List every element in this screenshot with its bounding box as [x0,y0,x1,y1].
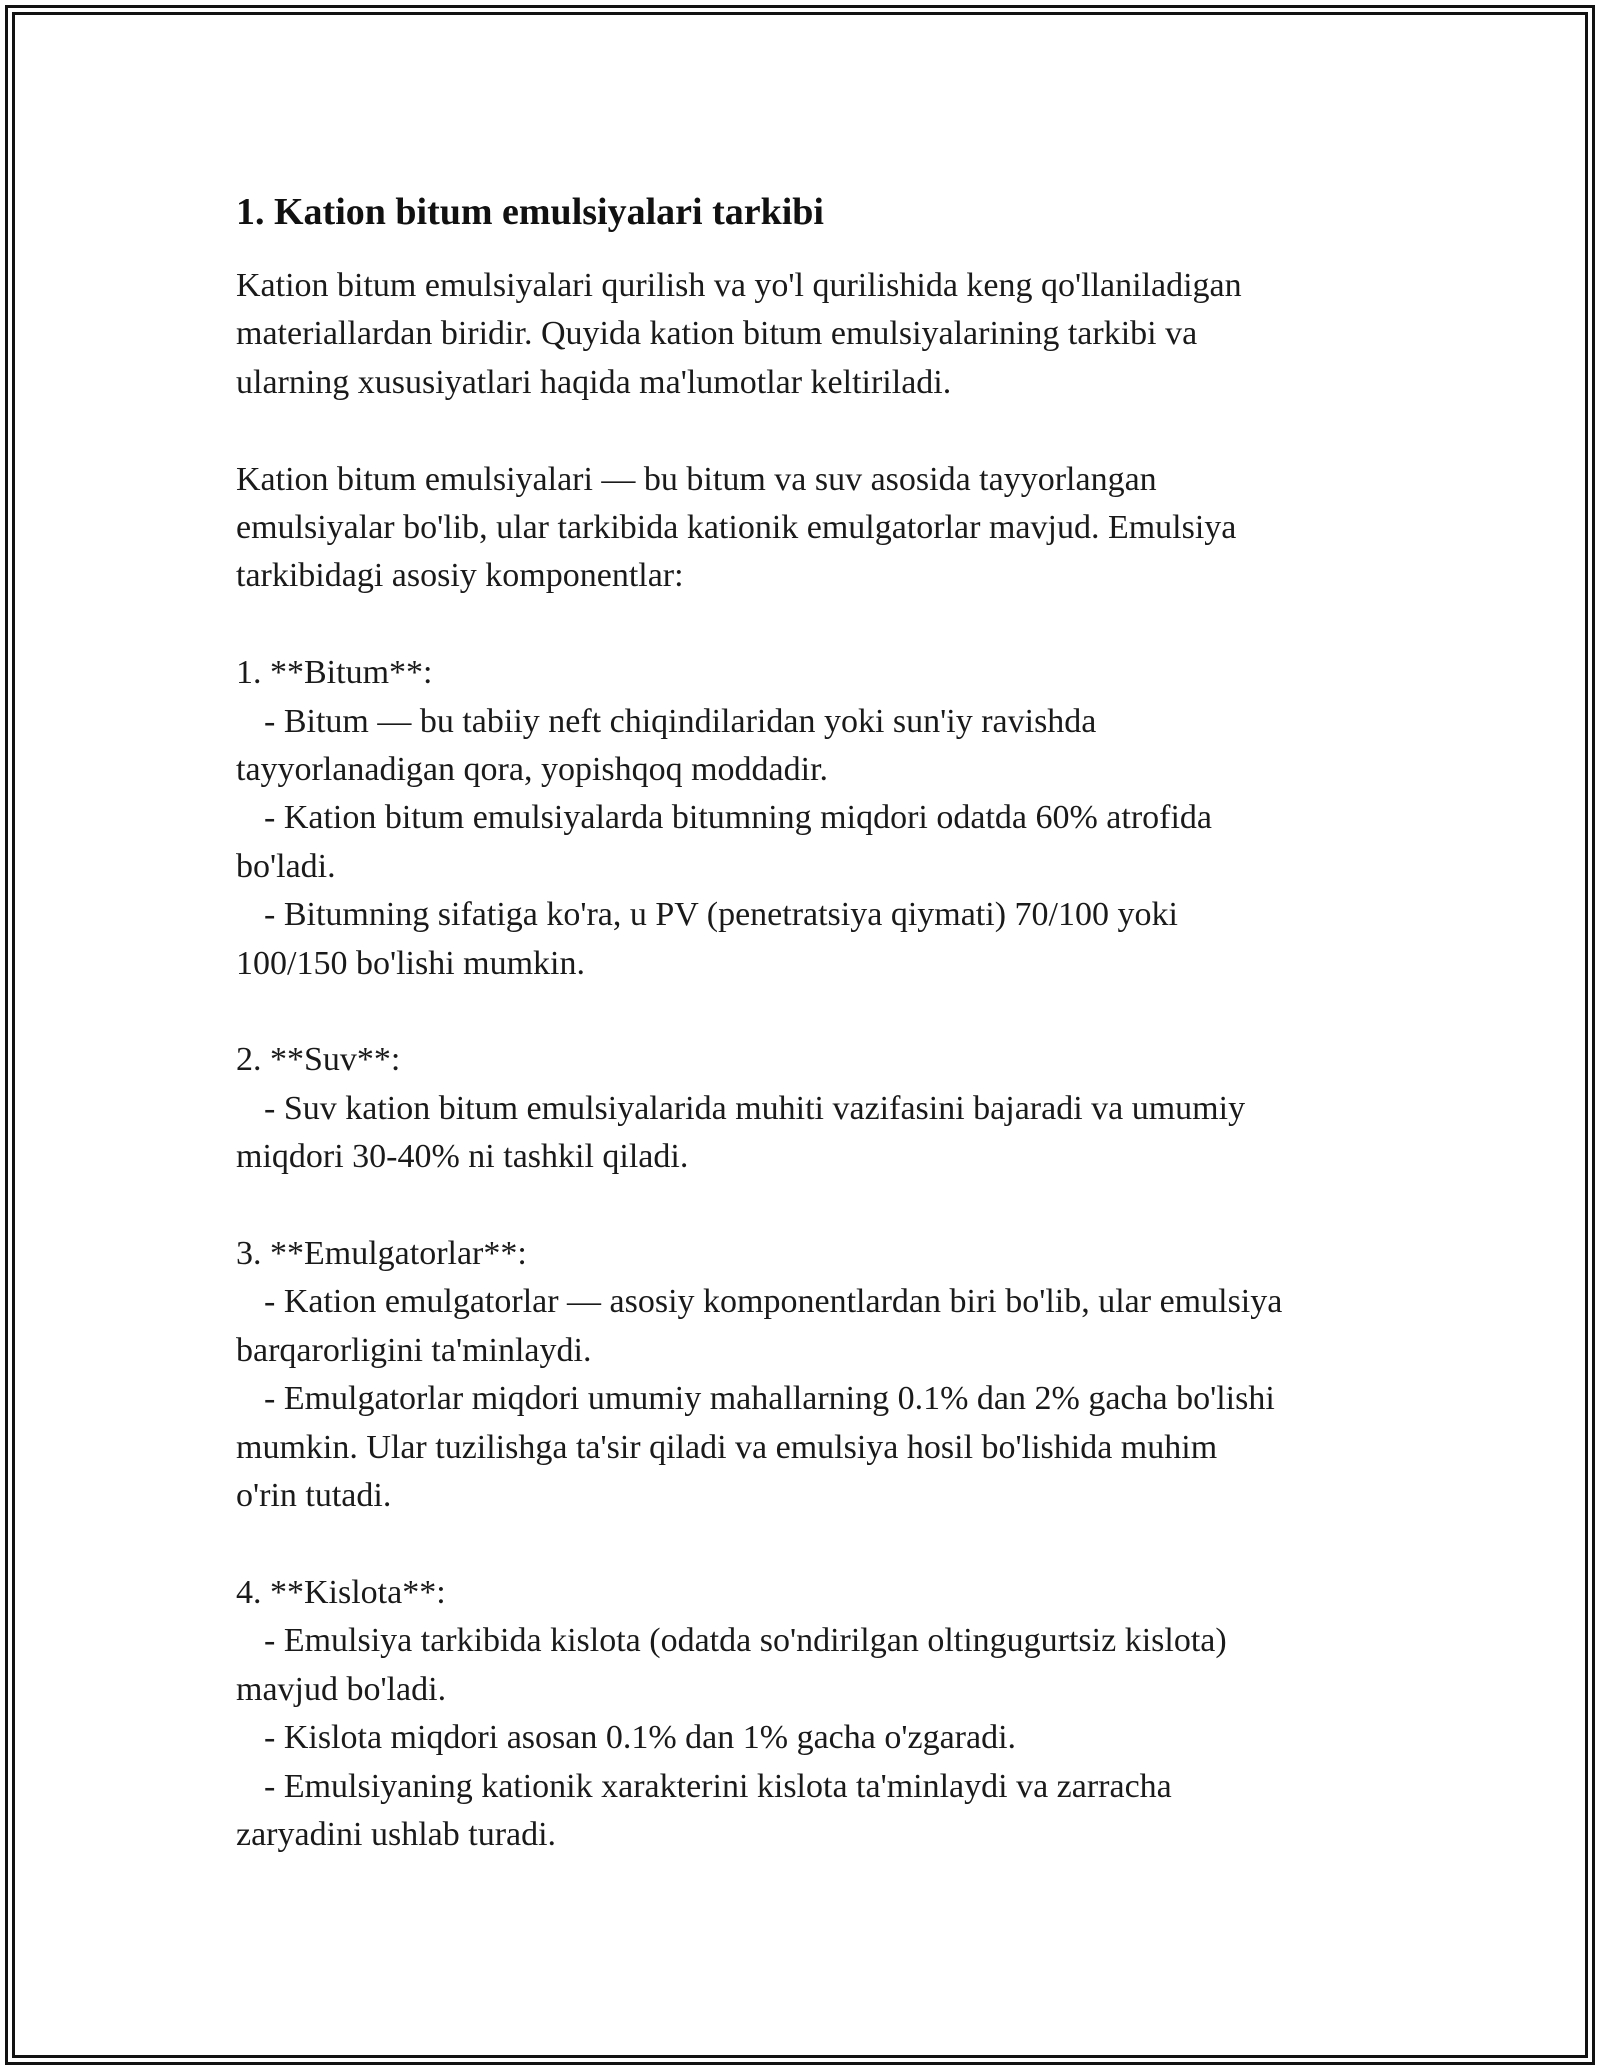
intro-paragraph [236,262,1386,407]
section-line: mavjud bo'ladi. [236,1670,447,1708]
definition-line: Kation bitum emulsiyalari — bu bitum va suv asosida tayyorlangan [236,460,1157,498]
section-line: - Bitum — bu tabiiy neft chiqindilaridan yoki sun'iy ravishda [264,702,1097,740]
paragraph-gap [236,988,1386,1036]
section-bitum [236,649,1386,988]
paragraph-gap [236,601,1386,649]
intro-line: materiallardan biridir. Quyida kation bitum emulsiyalarining tarkibi va [236,315,1198,353]
paragraph-gap [236,1182,1386,1230]
section-line: - Emulsiyaning kationik xarakterini kislota ta'minlaydi va zarracha [264,1767,1172,1805]
section-heading: 4. **Kislota**: [236,1573,446,1611]
section-line: - Kislota miqdori asosan 0.1% dan 1% gacha o'zgaradi. [264,1719,1017,1757]
section-line: - Kation bitum emulsiyalarda bitumning miqdori odatda 60% atrofida [264,799,1213,837]
definition-line: emulsiyalar bo'lib, ular tarkibida kationik emulgatorlar mavjud. Emulsiya [236,509,1237,547]
section-heading: 3. **Emulgatorlar**: [236,1235,527,1273]
section-line: - Kation emulgatorlar — asosiy komponentlardan biri bo'lib, ular emulsiya [264,1283,1283,1321]
section-line: - Emulsiya tarkibida kislota (odatda so'ndirilgan oltingugurtsiz kislota) [264,1622,1227,1660]
section-line: mumkin. Ular tuzilishga ta'sir qiladi va emulsiya hosil bo'lishida muhim [236,1428,1218,1466]
paragraph-gap [236,407,1386,455]
section-line: 100/150 bo'lishi mumkin. [236,944,585,982]
section-line: bo'ladi. [236,847,336,885]
document-body [236,188,1386,1859]
section-heading: 1. **Bitum**: [236,654,433,692]
section-line: o'rin tutadi. [236,1477,392,1515]
section-emulgatorlar [236,1230,1386,1520]
section-line: barqarorligini ta'minlaydi. [236,1331,592,1369]
section-line: - Bitumning sifatiga ko'ra, u PV (penetratsiya qiymati) 70/100 yoki [264,896,1178,934]
section-kislota [236,1569,1386,1859]
intro-line: Kation bitum emulsiyalari qurilish va yo'l qurilishida keng qo'llaniladigan [236,267,1242,304]
section-line: miqdori 30-40% ni tashkil qiladi. [236,1138,689,1176]
definition-paragraph [236,456,1386,601]
section-line: - Suv kation bitum emulsiyalarida muhiti vazifasini bajaradi va umumiy [264,1089,1246,1127]
paragraph-gap [236,1521,1386,1569]
intro-line: ularning xususiyatlari haqida ma'lumotlar keltiriladi. [236,363,952,401]
section-line: - Emulgatorlar miqdori umumiy mahallarning 0.1% dan 2% gacha bo'lishi [264,1380,1275,1418]
document-title: 1. Kation bitum emulsiyalari tarkibi [236,191,824,233]
section-suv [236,1036,1386,1181]
section-line: zaryadini ushlab turadi. [236,1815,557,1853]
section-heading: 2. **Suv**: [236,1041,401,1079]
definition-line: tarkibidagi asosiy komponentlar: [236,557,684,595]
section-line: tayyorlanadigan qora, yopishqoq moddadir. [236,751,829,789]
